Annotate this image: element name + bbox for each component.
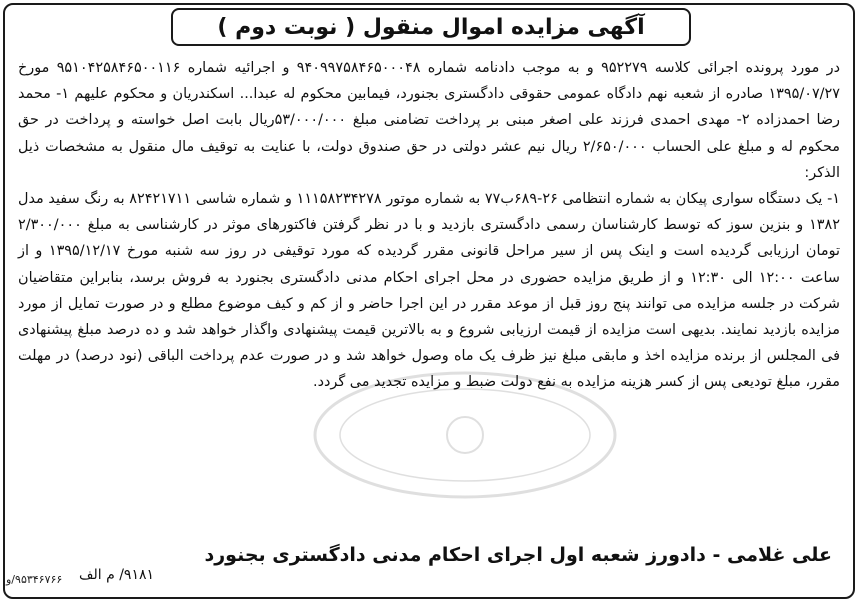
print-code: ۹۵۳۴۶۷۶۶/و — [6, 573, 63, 586]
notice-body — [18, 55, 840, 396]
notice-paragraph-auction-item: ۱- یک دستگاه سواری پیکان به شماره انتظامی ۲۶-۶۸۹ب۷۷ به شماره موتور ۱۱۱۵۸۲۳۴۲۷۸ و شماره شاسی ۸۲۴۲۱۷۱۱ به رنگ سفید مدل ۱۳۸۲ و بنزین سوز که توسط کارشناسان رسمی دادگستری بازدید و با در نظر گرفتن فاکتورهای موثر در کارشناسی به مبلغ ۲/۳۰۰/۰۰۰ تومان ارزیابی گردیده است و اینک پس از سیر مراحل قانونی مقرر گردیده که مورد توقیفی در روز سه شنبه مورخ ۱۳۹۵/۱۲/۱۷ و از ساعت ۱۲:۰۰ الی ۱۲:۳۰ و از طریق مزایده حضوری در محل اجرای احکام مدنی دادگستری بجنورد به فروش برسد، بنابراین متقاضیان شرکت در جلسه مزایده می توانند پنج روز قبل از موعد مقرر در این اجرا حاضر و از کم و کیف موضوع مطلع و در صورت تمایل از مورد مزایده بازدید نمایند. بدیهی است مزایده از قیمت ارزیابی شروع و به بالاترین قیمت پیشنهادی واگذار خواهد شد و ده درصد مبلغ پیشنهادی فی المجلس از برنده مزایده اخذ و مابقی مبلغ نیز ظرف یک ماه وصول خواهد شد و در صورت عدم پرداخت الباقی (نود درصد) در مهلت مقرر، مبلغ تودیعی پس از کسر هزینه مزایده به نفع دولت ضبط و مزایده تجدید می گردد. — [18, 191, 841, 391]
notice-paragraph-case-details: در مورد پرونده اجرائی کلاسه ۹۵۲۲۷۹ و به موجب دادنامه شماره ۹۴۰۹۹۷۵۸۴۶۵۰۰۰۴۸ و اجرائیه شماره ۹۵۱۰۴۲۵۸۴۶۵۰۰۱۱۶ مورخ ۱۳۹۵/۰۷/۲۷ صادره از شعبه نهم دادگاه عمومی حقوقی دادگستری بجنورد، فیمابین محکوم له عبدا... اسکندریان و محکوم علیهم ۱- محمد رضا احمدزاده ۲- مهدی احمدی فرزند علی اصغر مبنی بر پرداخت تضامنی مبلغ ۵۳/۰۰۰/۰۰۰ریال بابت اصل خواسته و پرداخت در حق محکوم له و مبلغ علی الحساب ۲/۶۵۰/۰۰۰ ریال نیم عشر دولتی در حق صندوق دولت، با عنایت به توقیف مال منقول به مشخصات ذیل الذکر: — [18, 60, 841, 181]
notice-title: آگهی مزایده اموال منقول ( نوبت دوم ) — [217, 14, 645, 40]
reference-code: ۹۱۸۱/ م الف — [78, 567, 154, 583]
signature-line: علی غلامی - دادورز شعبه اول اجرای احکام مدنی دادگستری بجنورد — [204, 544, 832, 566]
title-box — [171, 8, 691, 46]
